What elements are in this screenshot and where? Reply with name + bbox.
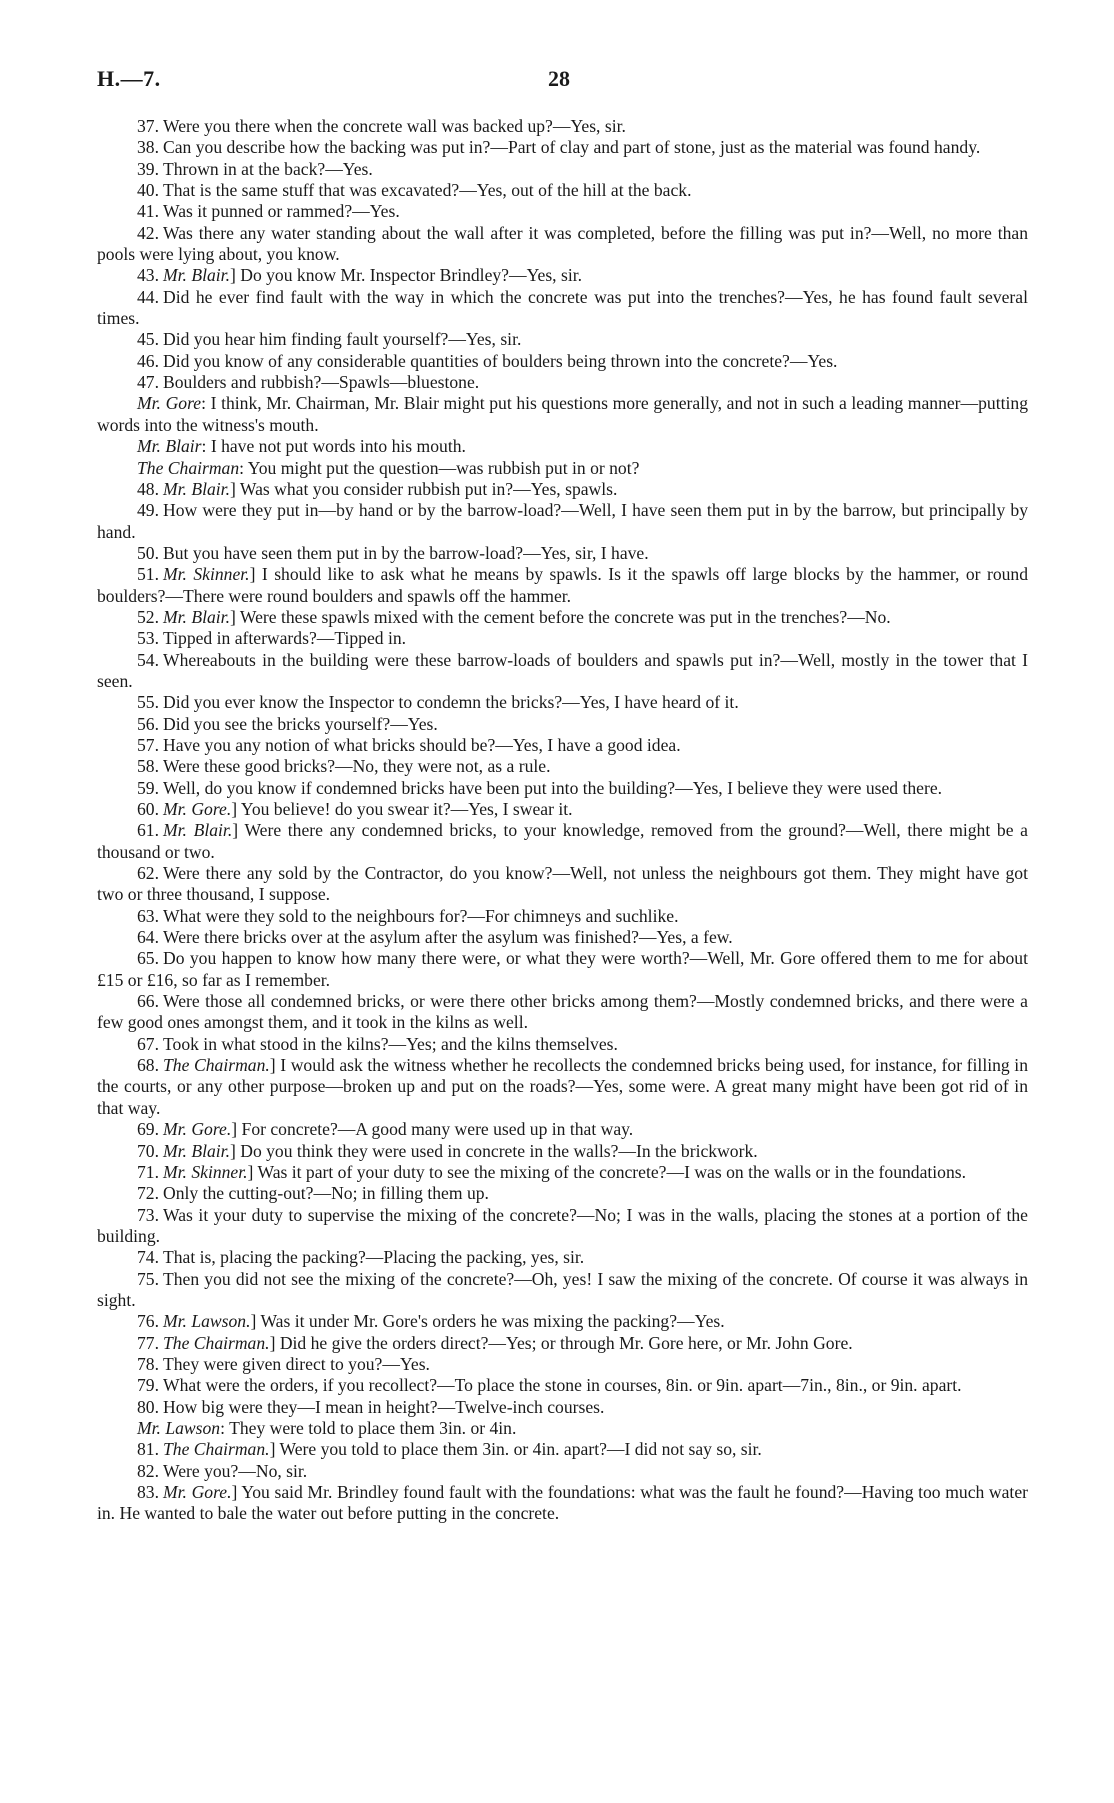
paragraph-text: You might put the question—was rubbish put in or not? — [247, 457, 640, 478]
question-number: 54. — [137, 649, 159, 670]
question-number: 65. — [137, 948, 159, 969]
speaker-separator: ] — [229, 606, 236, 627]
transcript-paragraph — [97, 1162, 1028, 1183]
speaker-name: Mr. Skinner. — [163, 564, 250, 585]
speaker-name: Mr. Blair — [137, 436, 202, 457]
transcript-body — [97, 116, 1028, 1525]
question-number: 78. — [137, 1353, 159, 1374]
question-number: 37. — [137, 116, 159, 136]
transcript-paragraph — [97, 201, 1028, 222]
paragraph-text: I think, Mr. Chairman, Mr. Blair might put his questions more generally, and not in such a leading manner—putting words into the witness's mouth. — [97, 393, 1028, 435]
speaker-separator: ] — [231, 799, 238, 819]
question-number: 69. — [137, 1119, 159, 1140]
paragraph-text: Thrown in at the back?—Yes. — [163, 158, 373, 179]
transcript-paragraph — [97, 372, 1028, 393]
paragraph-text: Were you?—No, sir. — [163, 1460, 308, 1481]
speaker-name: The Chairman — [137, 457, 240, 478]
transcript-paragraph — [97, 650, 1028, 693]
paragraph-text: How were they put in—by hand or by the barrow-load?—Well, I have seen them put in by the barrow, but principally by hand. — [97, 500, 1028, 542]
paragraph-text: Whereabouts in the building were these barrow-loads of boulders and spawls put in?—Well, mostly in the tower that I seen. — [97, 649, 1028, 691]
speaker-name: Mr. Blair. — [163, 820, 233, 841]
transcript-paragraph — [97, 116, 1028, 137]
question-number: 60. — [137, 799, 159, 819]
transcript-paragraph — [97, 180, 1028, 201]
paragraph-text: Were there any condemned bricks, to your knowledge, removed from the ground?—Well, there might be a thousand or two. — [97, 820, 1028, 862]
speaker-name: Mr. Gore. — [163, 1119, 232, 1140]
transcript-paragraph — [97, 1247, 1028, 1268]
question-number: 77. — [137, 1332, 159, 1353]
paragraph-text: Was it your duty to supervise the mixing of the concrete?—No; I was in the walls, placing the stones at a portion of the building. — [97, 1204, 1028, 1246]
question-number: 76. — [137, 1311, 159, 1332]
paragraph-text: Did he give the orders direct?—Yes; or through Mr. Gore here, or Mr. John Gore. — [279, 1332, 853, 1353]
paragraph-text: Did he ever find fault with the way in which the concrete was put into the trenches?—Yes, he has found fault several times. — [97, 286, 1028, 329]
transcript-paragraph — [97, 948, 1028, 991]
speaker-separator: ] — [250, 1311, 257, 1332]
transcript-paragraph — [97, 1418, 1028, 1439]
transcript-paragraph — [97, 628, 1028, 649]
question-number: 81. — [137, 1439, 159, 1460]
transcript-paragraph — [97, 927, 1028, 948]
speaker-separator: ] — [269, 1332, 276, 1353]
question-number: 45. — [137, 329, 159, 350]
question-number: 58. — [137, 756, 159, 777]
transcript-paragraph — [97, 906, 1028, 927]
paragraph-text: They were given direct to you?—Yes. — [163, 1353, 430, 1374]
paragraph-text: What were the orders, if you recollect?—To place the stone in courses, 8in. or 9in. apart—7in., 8in., or 9in. apart. — [163, 1375, 962, 1396]
speaker-name: Mr. Gore — [137, 393, 202, 414]
question-number: 72. — [137, 1183, 159, 1204]
transcript-paragraph — [97, 1397, 1028, 1418]
transcript-paragraph — [97, 1461, 1028, 1482]
paragraph-text: Tipped in afterwards?—Tipped in. — [163, 628, 407, 649]
speaker-separator: ] — [269, 1439, 276, 1460]
question-number: 51. — [137, 564, 159, 585]
question-number: 66. — [137, 991, 159, 1012]
question-number: 48. — [137, 478, 159, 499]
transcript-paragraph — [97, 820, 1028, 863]
question-number: 41. — [137, 201, 159, 222]
paragraph-text: How big were they—I mean in height?—Twelve-inch courses. — [163, 1396, 605, 1417]
question-number: 46. — [137, 350, 159, 371]
paragraph-text: Was it part of your duty to see the mixing of the concrete?—I was on the walls or in the foundations. — [257, 1161, 967, 1182]
question-number: 44. — [137, 286, 159, 307]
question-number: 63. — [137, 905, 159, 926]
transcript-paragraph — [97, 1439, 1028, 1460]
speaker-separator: : — [201, 436, 207, 457]
paragraph-text: I would ask the witness whether he recollects the condemned bricks being used, for instance, for filling in the courts, or any other purpose—broken up and put on the roads?—Yes, some were. A great many might have been got rid of in that way. — [97, 1055, 1028, 1118]
speaker-separator: ] — [269, 1055, 276, 1076]
question-number: 50. — [137, 542, 159, 563]
paragraph-text: Can you describe how the backing was put in?—Part of clay and part of stone, just as the material was found handy. — [163, 137, 981, 158]
transcript-paragraph — [97, 223, 1028, 266]
transcript-paragraph — [97, 778, 1028, 799]
transcript-paragraph — [97, 393, 1028, 436]
transcript-paragraph — [97, 735, 1028, 756]
question-number: 64. — [137, 927, 159, 948]
question-number: 52. — [137, 606, 159, 627]
paragraph-text: Were those all condemned bricks, or were there other bricks among them?—Mostly condemned bricks, and there were a few good ones amongst them, and it took in the kilns as well. — [97, 991, 1028, 1033]
transcript-paragraph — [97, 137, 1028, 158]
question-number: 68. — [137, 1055, 159, 1076]
question-number: 39. — [137, 158, 159, 179]
speaker-name: Mr. Skinner. — [163, 1161, 248, 1182]
question-number: 61. — [137, 820, 159, 841]
paragraph-text: Do you know Mr. Inspector Brindley?—Yes, sir. — [240, 265, 582, 286]
speaker-separator: : — [201, 393, 206, 414]
paragraph-text: For concrete?—A good many were used up in that way. — [241, 1119, 634, 1140]
question-number: 53. — [137, 628, 159, 649]
paragraph-text: Was there any water standing about the wall after it was completed, before the filling was put in?—Well, no more than pools were lying about, you know. — [97, 222, 1028, 265]
question-number: 57. — [137, 734, 159, 755]
paragraph-text: Do you think they were used in concrete in the walls?—In the brickwork. — [240, 1140, 758, 1161]
paragraph-text: You believe! do you swear it?—Yes, I swear it. — [240, 799, 573, 819]
paragraph-text: Were you told to place them 3in. or 4in. apart?—I did not say so, sir. — [279, 1439, 762, 1460]
question-number: 38. — [137, 137, 159, 158]
paragraph-text: Well, do you know if condemned bricks have been put into the building?—Yes, I believe they were used there. — [163, 777, 943, 798]
speaker-separator: ] — [231, 1482, 238, 1502]
question-number: 82. — [137, 1460, 159, 1481]
paragraph-text: That is the same stuff that was excavated?—Yes, out of the hill at the back. — [163, 180, 692, 201]
paragraph-text: Do you happen to know how many there were, or what they were worth?—Well, Mr. Gore offered them to me for about £15 or £16, so far as I remember. — [97, 948, 1028, 990]
transcript-paragraph — [97, 1482, 1028, 1525]
transcript-paragraph — [97, 1333, 1028, 1354]
question-number: 40. — [137, 180, 159, 201]
transcript-paragraph — [97, 991, 1028, 1034]
speaker-name: Mr. Blair. — [163, 606, 230, 627]
speaker-name: The Chairman. — [163, 1332, 270, 1353]
transcript-paragraph — [97, 458, 1028, 479]
paragraph-text: Only the cutting-out?—No; in filling them up. — [163, 1183, 489, 1204]
paragraph-text: You said Mr. Brindley found fault with the foundations: what was the fault he found?—Having too much water in. He wanted to bale the water out before putting in the concrete. — [97, 1482, 1028, 1524]
question-number: 42. — [137, 222, 159, 243]
paragraph-text: Were these spawls mixed with the cement before the concrete was put in the trenches?—No. — [239, 606, 891, 627]
question-number: 80. — [137, 1396, 159, 1417]
speaker-separator: ] — [229, 1140, 236, 1161]
speaker-name: Mr. Blair. — [163, 1140, 230, 1161]
paragraph-text: What were they sold to the neighbours for?—For chimneys and suchlike. — [163, 905, 679, 926]
transcript-paragraph — [97, 1055, 1028, 1119]
speaker-separator: ] — [232, 820, 239, 841]
transcript-paragraph — [97, 1205, 1028, 1248]
speaker-separator: ] — [231, 1119, 238, 1140]
question-number: 79. — [137, 1375, 159, 1396]
transcript-paragraph — [97, 1354, 1028, 1375]
transcript-paragraph — [97, 564, 1028, 607]
speaker-name: Mr. Blair. — [163, 478, 230, 499]
speaker-separator: ] — [229, 265, 236, 286]
speaker-name: The Chairman. — [163, 1055, 270, 1076]
transcript-paragraph — [97, 1141, 1028, 1162]
paragraph-text: Boulders and rubbish?—Spawls—bluestone. — [163, 372, 480, 393]
transcript-paragraph — [97, 714, 1028, 735]
paragraph-text: Did you ever know the Inspector to condemn the bricks?—Yes, I have heard of it. — [163, 692, 739, 713]
paragraph-text: Took in what stood in the kilns?—Yes; and the kilns themselves. — [163, 1033, 618, 1054]
paragraph-text: Have you any notion of what bricks should be?—Yes, I have a good idea. — [163, 734, 681, 755]
transcript-paragraph — [97, 1311, 1028, 1332]
speaker-name: Mr. Gore. — [163, 799, 232, 819]
question-number: 59. — [137, 777, 159, 798]
question-number: 67. — [137, 1033, 159, 1054]
paragraph-text: Were you there when the concrete wall was backed up?—Yes, sir. — [163, 116, 626, 136]
speaker-name: Mr. Lawson — [137, 1417, 221, 1438]
question-number: 62. — [137, 863, 159, 884]
question-number: 83. — [137, 1482, 159, 1502]
transcript-paragraph — [97, 265, 1028, 286]
transcript-paragraph — [97, 1119, 1028, 1140]
question-number: 74. — [137, 1247, 159, 1268]
speaker-name: The Chairman. — [163, 1439, 270, 1460]
speaker-name: Mr. Lawson. — [163, 1311, 251, 1332]
paragraph-text: They were told to place them 3in. or 4in. — [229, 1417, 517, 1438]
transcript-paragraph — [97, 1269, 1028, 1312]
paragraph-text: Then you did not see the mixing of the concrete?—Oh, yes! I saw the mixing of the concrete. Of course it was always in sight. — [97, 1268, 1028, 1310]
question-number: 43. — [137, 265, 159, 286]
transcript-paragraph — [97, 1375, 1028, 1396]
document-reference: H.—7. — [97, 66, 161, 91]
transcript-paragraph — [97, 1034, 1028, 1055]
question-number: 73. — [137, 1204, 159, 1225]
question-number: 71. — [137, 1161, 159, 1182]
paragraph-text: Was what you consider rubbish put in?—Yes, spawls. — [239, 478, 618, 499]
question-number: 56. — [137, 713, 159, 734]
question-number: 75. — [137, 1268, 159, 1289]
speaker-separator: ] — [249, 564, 256, 585]
transcript-paragraph — [97, 351, 1028, 372]
paragraph-text: Did you see the bricks yourself?—Yes. — [163, 713, 438, 734]
transcript-paragraph — [97, 159, 1028, 180]
paragraph-text: Did you hear him finding fault yourself?—Yes, sir. — [163, 329, 522, 350]
transcript-paragraph — [97, 287, 1028, 330]
question-number: 55. — [137, 692, 159, 713]
paragraph-text: Was it punned or rammed?—Yes. — [163, 201, 400, 222]
question-number: 70. — [137, 1140, 159, 1161]
paragraph-text: Were there any sold by the Contractor, do you know?—Well, not unless the neighbours got them. They might have got two or three thousand, I suppose. — [97, 863, 1028, 905]
speaker-separator: ] — [229, 478, 236, 499]
paragraph-text: I have not put words into his mouth. — [210, 436, 466, 457]
paragraph-text: That is, placing the packing?—Placing the packing, yes, sir. — [163, 1247, 585, 1268]
transcript-paragraph — [97, 756, 1028, 777]
speaker-name: Mr. Gore. — [163, 1482, 232, 1502]
transcript-paragraph — [97, 692, 1028, 713]
transcript-paragraph — [97, 799, 1028, 820]
transcript-paragraph — [97, 329, 1028, 350]
paragraph-text: I should like to ask what he means by spawls. Is it the spawls off large blocks by the hammer, or round boulders?—There were round boulders and spawls off the hammer. — [97, 564, 1029, 606]
transcript-paragraph — [97, 500, 1028, 543]
question-number: 47. — [137, 372, 159, 393]
transcript-paragraph — [97, 1183, 1028, 1204]
speaker-name: Mr. Blair. — [163, 265, 230, 286]
paragraph-text: Was it under Mr. Gore's orders he was mixing the packing?—Yes. — [260, 1311, 725, 1332]
transcript-paragraph — [97, 479, 1028, 500]
transcript-paragraph — [97, 543, 1028, 564]
paragraph-text: Did you know of any considerable quantities of boulders being thrown into the concrete?—Yes. — [163, 350, 838, 371]
paragraph-text: Were these good bricks?—No, they were not, as a rule. — [163, 756, 551, 777]
paragraph-text: But you have seen them put in by the barrow-load?—Yes, sir, I have. — [163, 542, 649, 563]
transcript-paragraph — [97, 436, 1028, 457]
question-number: 49. — [137, 500, 159, 521]
speaker-separator: ] — [247, 1161, 254, 1182]
paragraph-text: Were there bricks over at the asylum after the asylum was finished?—Yes, a few. — [163, 927, 733, 948]
page-number: 28 — [548, 66, 570, 91]
transcript-paragraph — [97, 607, 1028, 628]
speaker-separator: : — [239, 457, 245, 478]
transcript-paragraph — [97, 863, 1028, 906]
speaker-separator: : — [220, 1417, 225, 1438]
